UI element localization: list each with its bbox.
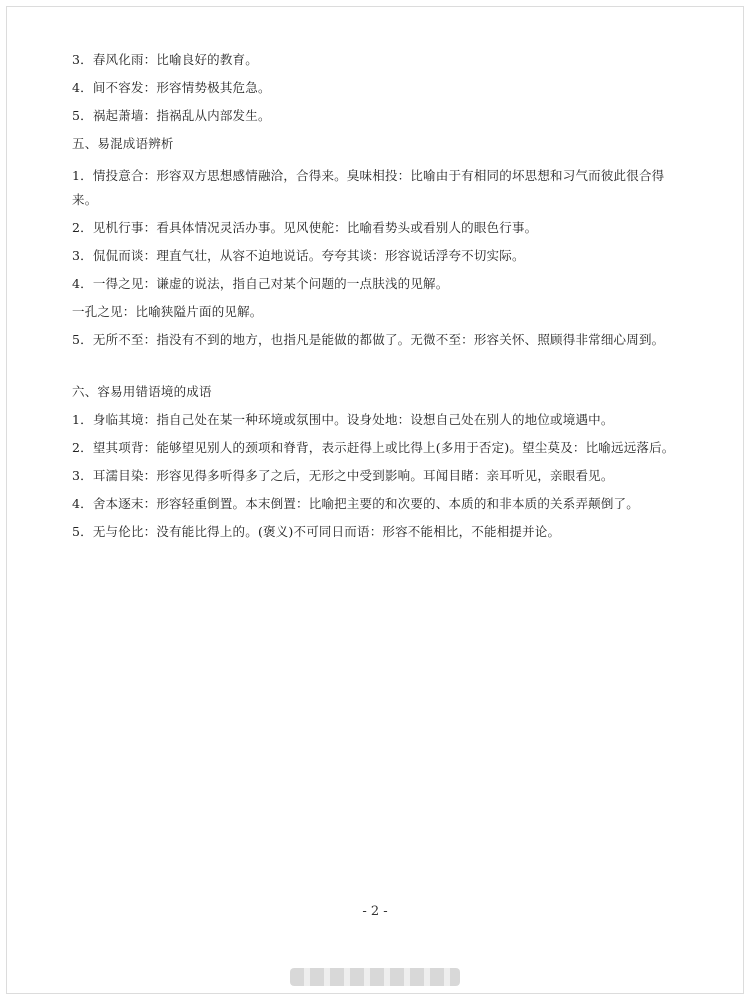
section-heading: 六、容易用错语境的成语 [72, 384, 212, 399]
list-item: 5．祸起萧墙：指祸乱从内部发生。 [72, 108, 271, 123]
list-item: 4．间不容发：形容情势极其危急。 [72, 80, 271, 95]
list-item: 1．情投意合：形容双方思想感情融洽，合得来。臭味相投：比喻由于有相同的坏思想和习气而彼此很合得来。 [72, 168, 665, 207]
list-item: 2．望其项背：能够望见别人的颈项和脊背，表示赶得上或比得上(多用于否定)。望尘莫及：比喻远远落后。 [72, 440, 675, 455]
list-item: 3．侃侃而谈：理直气壮，从容不迫地说话。夸夸其谈：形容说话浮夸不切实际。 [72, 248, 525, 263]
list-item: 2．见机行事：看具体情况灵活办事。见风使舵：比喻看势头或看别人的眼色行事。 [72, 220, 538, 235]
list-item: 3．耳濡目染：形容见得多听得多了之后，无形之中受到影响。耳闻目睹：亲耳听见，亲眼看见。 [72, 468, 614, 483]
list-item: 4．一得之见：谦虚的说法，指自己对某个问题的一点肤浅的见解。 [72, 276, 449, 291]
list-item: 5．无所不至：指没有不到的地方，也指凡是能做的都做了。无微不至：形容关怀、照顾得非常细心周到。 [72, 332, 665, 347]
list-item: 4．舍本逐末：形容轻重倒置。本末倒置：比喻把主要的和次要的、本质的和非本质的关系弄颠倒了。 [72, 496, 639, 511]
watermark [290, 968, 460, 986]
document-body [72, 48, 682, 544]
list-item: 1．身临其境：指自己处在某一种环境或氛围中。设身处地：设想自己处在别人的地位或境遇中。 [72, 412, 614, 427]
list-item: 一孔之见：比喻狭隘片面的见解。 [72, 304, 263, 319]
section-heading: 五、易混成语辨析 [72, 136, 174, 151]
list-item: 5．无与伦比：没有能比得上的。(褒义)不可同日而语：形容不能相比，不能相提并论。 [72, 524, 561, 539]
page-number: - 2 - [362, 904, 388, 919]
list-item: 3．春风化雨：比喻良好的教育。 [72, 52, 258, 67]
